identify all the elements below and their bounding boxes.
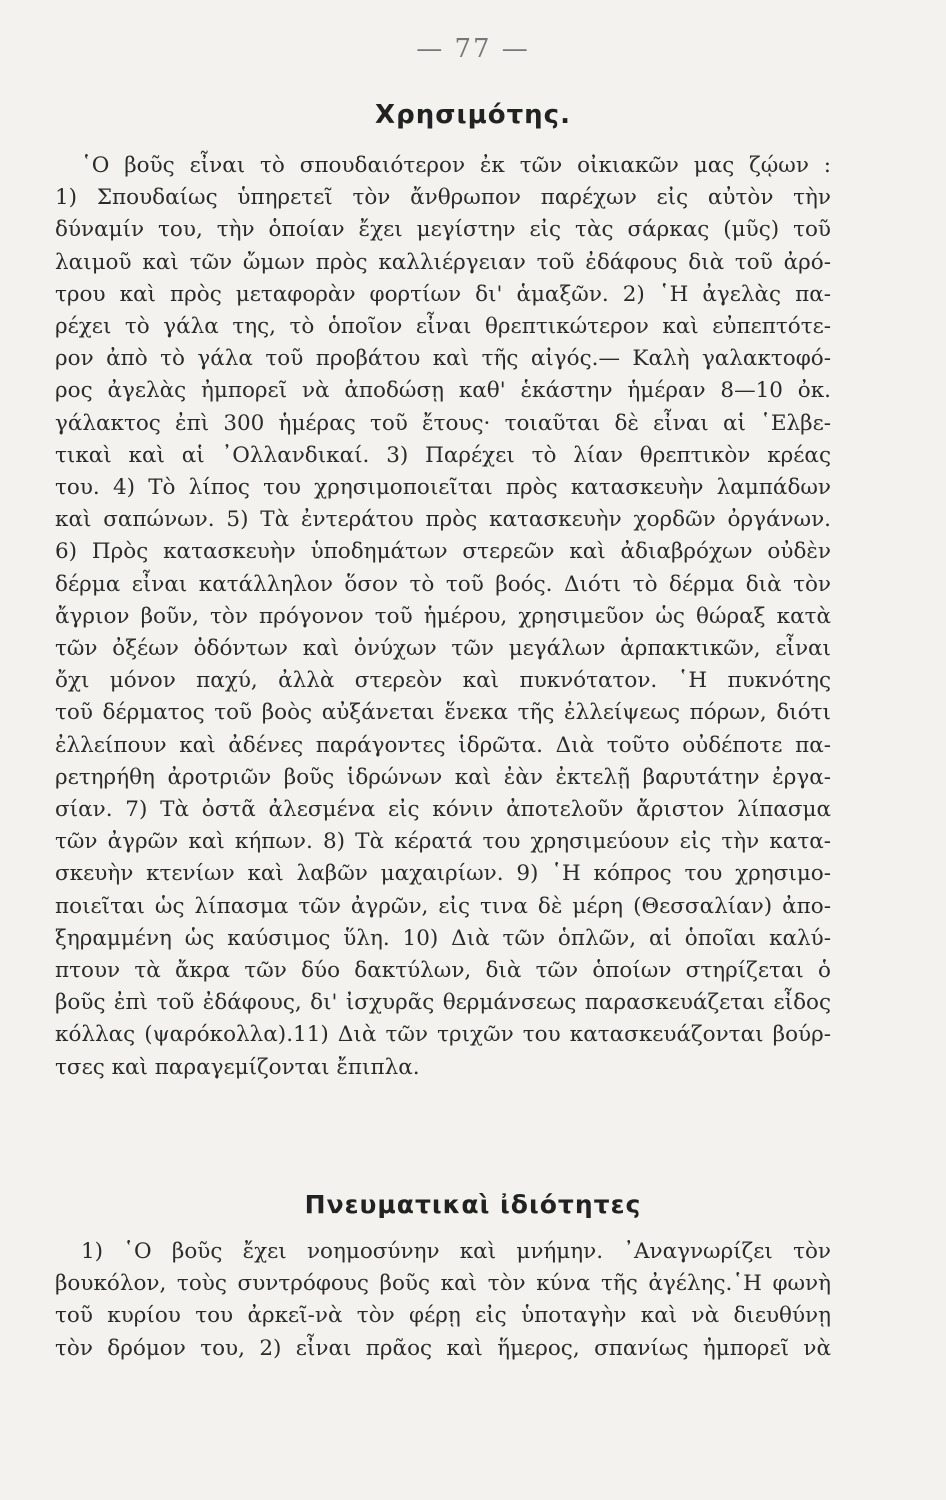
text-line: σκευὴν κτενίων καὶ λαβῶν μαχαιρίων. 9) ῾Η κόπρος του χρησιμο- xyxy=(55,861,831,887)
text-line: ρετηρήθη ἀροτριῶν βοῦς ἱδρώνων καὶ ἐὰν ἐκτελῇ βαρυτάτην ἐργα- xyxy=(55,764,831,790)
text-line: τοῦ κυρίου του ἀρκεῖ-νὰ τὸν φέρῃ εἰς ὑποταγὴν καὶ νὰ διευθύνῃ xyxy=(55,1303,831,1329)
text-line: τσες καὶ παραγεμίζονται ἔπιπλα. xyxy=(55,1054,420,1080)
text-line: δύναμίν του, τὴν ὁποίαν ἔχει μεγίστην εἰς τὰς σάρκας (μῦς) τοῦ xyxy=(55,217,831,243)
page-number: — 77 — xyxy=(416,34,530,64)
text-line: τῶν ἀγρῶν καὶ κήπων. 8) Τὰ κέρατά του χρησιμεύουν εἰς τὴν κατα- xyxy=(55,829,831,855)
text-line: ῾Ο βοῦς εἶναι τὸ σπουδαιότερον ἐκ τῶν οἰκιακῶν μας ζῴων : xyxy=(81,153,831,178)
text-line: ξηραμμένη ὡς καύσιμος ὕλη. 10) Διὰ τῶν ὁπλῶν, αἱ ὁποῖαι καλύ- xyxy=(55,925,831,951)
text-line: 1) Σπουδαίως ὑπηρετεῖ τὸν ἄνθρωπον παρέχων εἰς αὐτὸν τὴν xyxy=(55,185,831,211)
text-line: σίαν. 7) Τὰ ὀστᾶ ἀλεσμένα εἰς κόνιν ἀποτελοῦν ἄριστον λίπασμα xyxy=(55,797,831,823)
text-line: ρος ἀγελὰς ἠμπορεῖ νὰ ἀποδώσῃ καθ' ἑκάστην ἡμέραν 8—10 ὀκ. xyxy=(55,378,831,404)
text-line: τοῦ δέρματος τοῦ βοὸς αὐξάνεται ἕνεκα τῆς ἐλλείψεως πόρων, διότι xyxy=(55,700,831,726)
text-line: ρέχει τὸ γάλα της, τὸ ὁποῖον εἶναι θρεπτικώτερον καὶ εὐπεπτότε- xyxy=(55,314,831,340)
text-line: 6) Πρὸς κατασκευὴν ὑποδημάτων στερεῶν καὶ ἀδιαβρόχων οὐδὲν xyxy=(55,539,831,565)
text-line: κόλλας (ψαρόκολλα).11) Διὰ τῶν τριχῶν του κατασκευάζονται βούρ- xyxy=(55,1022,831,1048)
text-line: ὄχι μόνον παχύ, ἀλλὰ στερεὸν καὶ πυκνότατον. ῾Η πυκνότης xyxy=(55,668,831,694)
text-line: πτουν τὰ ἄκρα τῶν δύο δακτύλων, διὰ τῶν ὁποίων στηρίζεται ὁ xyxy=(55,958,831,984)
text-line: ἐλλείπουν καὶ ἀδένες παράγοντες ἱδρῶτα. Διὰ τοῦτο οὐδέποτε πα- xyxy=(55,732,831,758)
section-heading-mental-traits: Πνευματικαὶ ἰδιότητες xyxy=(304,1190,642,1219)
text-line: ποιεῖται ὡς λίπασμα τῶν ἀγρῶν, εἰς τινα δὲ μέρη (Θεσσαλίαν) ἀπο- xyxy=(55,893,831,919)
text-line: ρον ἀπὸ τὸ γάλα τοῦ προβάτου καὶ τῆς αἰγός.— Καλὴ γαλακτοφό- xyxy=(55,346,831,372)
text-line: λαιμοῦ καὶ τῶν ὤμων πρὸς καλλιέργειαν τοῦ ἐδάφους διὰ τοῦ ἀρό- xyxy=(55,249,831,275)
text-line: 1) ῾Ο βοῦς ἔχει νοημοσύνην καὶ μνήμην. ᾿Αναγνωρίζει τὸν xyxy=(81,1239,831,1264)
text-line: του. 4) Τὸ λίπος του χρησιμοποιεῖται πρὸς κατασκευὴν λαμπάδων xyxy=(55,475,831,501)
text-line: ἄγριον βοῦν, τὸν πρόγονον τοῦ ἡμέρου, χρησιμεῦον ὡς θώραξ κατὰ xyxy=(55,603,831,629)
text-line: τῶν ὀξέων ὀδόντων καὶ ὀνύχων τῶν μεγάλων ἁρπακτικῶν, εἶναι xyxy=(55,636,831,662)
section-body-usefulness xyxy=(55,150,831,1084)
text-line: τὸν δρόμον του, 2) εἶναι πρᾶος καὶ ἥμερος, σπανίως ἠμπορεῖ νὰ xyxy=(55,1335,831,1361)
text-line: τρου καὶ πρὸς μεταφορὰν φορτίων δι' ἁμαξῶν. 2) ῾Η ἀγελὰς πα- xyxy=(55,281,831,307)
text-line: γάλακτος ἐπὶ 300 ἡμέρας τοῦ ἔτους· τοιαῦται δὲ εἶναι αἱ ῾Ελβε- xyxy=(55,410,831,436)
text-line: βουκόλον, τοὺς συντρόφους βοῦς καὶ τὸν κύνα τῆς ἀγέλης.῾Η φωνὴ xyxy=(55,1271,831,1297)
text-line: δέρμα εἶναι κατάλληλον ὅσον τὸ τοῦ βοός. Διότι τὸ δέρμα διὰ τὸν xyxy=(55,571,831,597)
section-body-mental-traits xyxy=(55,1236,831,1365)
text-line: βοῦς ἐπὶ τοῦ ἐδάφους, δι' ἰσχυρᾶς θερμάνσεως παρασκευάζεται εἶδος xyxy=(55,990,831,1016)
text-line: τικαὶ καὶ αἱ ᾿Ολλανδικαί. 3) Παρέχει τὸ λίαν θρεπτικὸν κρέας xyxy=(55,442,831,468)
section-heading-usefulness: Χρησιμότης. xyxy=(375,100,571,130)
text-line: καὶ σαπώνων. 5) Τὰ ἐντεράτου πρὸς κατασκευὴν χορδῶν ὀργάνων. xyxy=(55,507,831,533)
